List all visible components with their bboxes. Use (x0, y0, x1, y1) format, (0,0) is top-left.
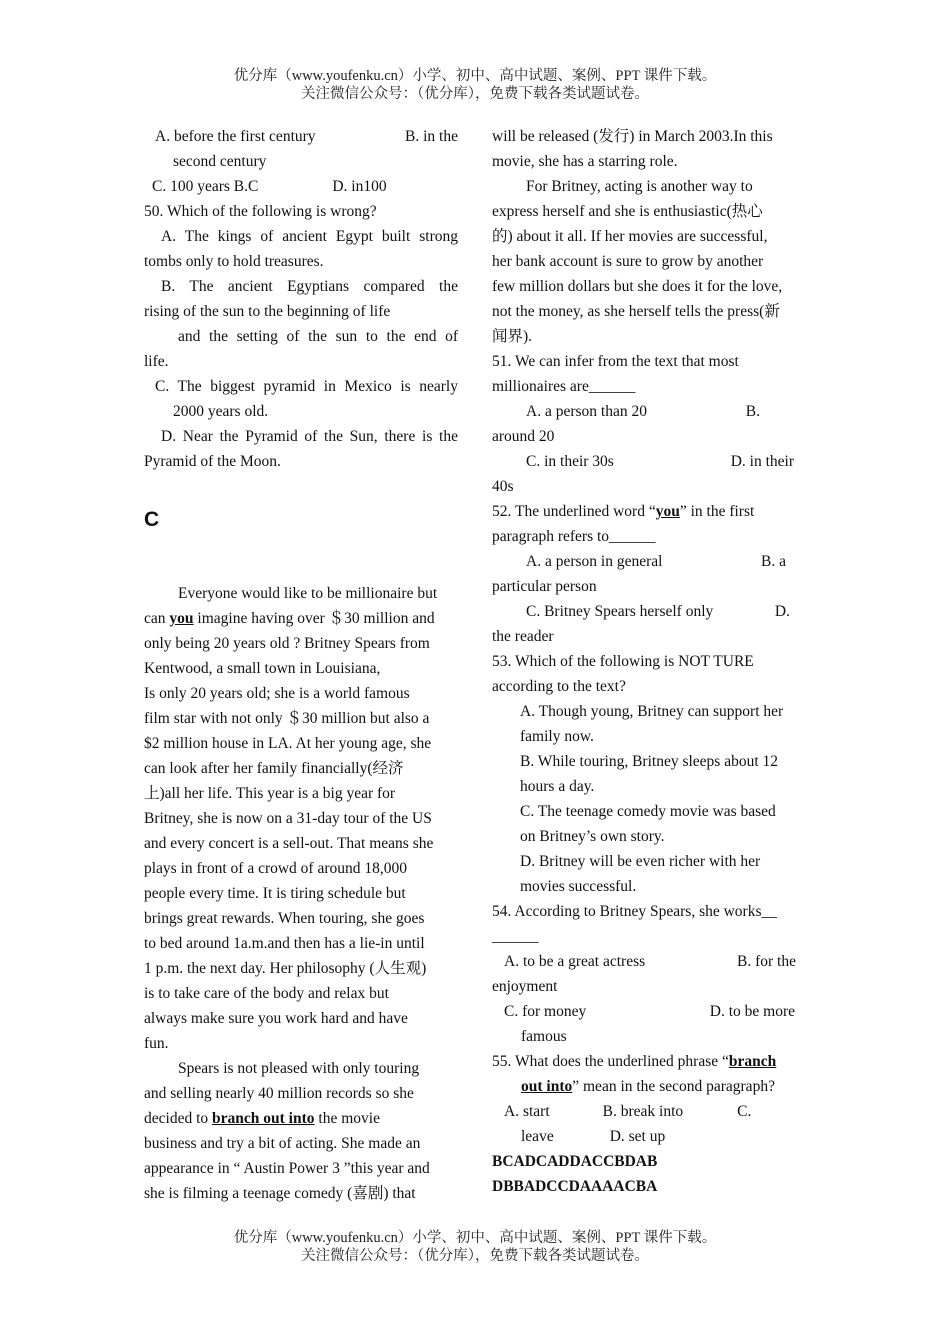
passage-line: film star with not only ＄30 million but also a (144, 710, 430, 727)
q53-option-a-1: A. Though young, Britney can support her (520, 703, 784, 720)
q50-stem: 50. Which of the following is wrong? (144, 203, 377, 220)
q51-option-row-1 (492, 399, 808, 424)
q51-option-d-tail: 40s (492, 478, 514, 495)
passage-line: can look after her family financially(经济 (144, 760, 404, 777)
q49-option-b-tail: second century (173, 153, 267, 170)
passage-line: 闻界). (492, 328, 533, 345)
q55-stem-1: 55. What does the underlined phrase “branch (492, 1053, 777, 1070)
q49-option-row-2 (144, 174, 458, 199)
passage-line: 上)all her life. This year is a big year for (144, 785, 396, 802)
left-column (144, 124, 458, 1206)
q50-option-c-1: C. The biggest pyramid in Mexico is nearly (155, 378, 458, 395)
q51-stem-2: millionaires are______ (492, 378, 636, 395)
q49-option-c: C. 100 years B.C (152, 178, 259, 195)
underlined-word-you: you (169, 610, 194, 627)
underlined-phrase-out-into: out into (521, 1078, 573, 1095)
q53-option-c-1: C. The teenage comedy movie was based (520, 803, 776, 820)
passage-line: Spears is not pleased with only touring (178, 1060, 420, 1077)
underlined-word-you-ref: you (655, 503, 680, 520)
answer-key-line-1: BCADCADDACCBDAB (492, 1153, 658, 1170)
q53-stem-2: according to the text? (492, 678, 626, 695)
passage-line: fun. (144, 1035, 169, 1052)
passage-line: to bed around 1a.m.and then has a lie-in until (144, 935, 425, 952)
q54-option-a: A. to be a great actress (504, 953, 646, 970)
passage-line: and selling nearly 40 million records so she (144, 1085, 414, 1102)
passage-line: and every concert is a sell-out. That means she (144, 835, 434, 852)
q54-option-d-head: D. to be more (709, 1003, 795, 1020)
q51-option-c: C. in their 30s (526, 453, 614, 470)
q54-option-b-tail: enjoyment (492, 978, 558, 995)
section-heading-c: C (144, 508, 160, 531)
q55-option-d: D. set up (609, 1128, 666, 1145)
q54-option-b-head: B. for the (737, 953, 796, 970)
q50-option-b-2: rising of the sun to the beginning of life (144, 303, 391, 320)
q52-stem-1: 52. The underlined word “you” in the first (492, 503, 755, 520)
passage-line: people every time. It is tiring schedule but (144, 885, 406, 902)
q52-option-b-tail: particular person (492, 578, 597, 595)
q55-option-row-2 (492, 1124, 808, 1149)
q50-option-d-2: Pyramid of the Moon. (144, 453, 281, 470)
q51-option-a: A. a person than 20 (526, 403, 647, 420)
passage-line: business and try a bit of acting. She made an (144, 1135, 421, 1152)
passage-line: few million dollars but she does it for the love, (492, 278, 783, 295)
section-spacer (144, 532, 458, 581)
q49-option-d: D. in100 (332, 178, 387, 195)
passage-line: For Britney, acting is another way to (526, 178, 753, 195)
passage-line: Kentwood, a small town in Louisiana, (144, 660, 381, 677)
q54-stem-1: 54. According to Britney Spears, she works__ (492, 903, 777, 920)
q53-option-d-2: movies successful. (520, 878, 637, 895)
q54-option-d-tail: famous (521, 1028, 567, 1045)
q50-option-b-1: B. The ancient Egyptians compared the (161, 278, 458, 295)
q51-option-row-2 (492, 449, 808, 474)
q50-option-a-1: A. The kings of ancient Egypt built strong (161, 228, 458, 245)
passage-line: 的) about it all. If her movies are successful, (492, 228, 768, 245)
right-column (492, 124, 808, 1199)
q53-stem-1: 53. Which of the following is NOT TURE (492, 653, 754, 670)
q54-stem-2: ______ (492, 928, 539, 945)
banner-line-1: 优分库（www.youfenku.cn）小学、初中、高中试题、案例、PPT 课件下载。 (233, 1230, 717, 1246)
q49-option-b-head: B. in the (405, 128, 458, 145)
q54-option-row-2 (492, 999, 808, 1024)
underlined-phrase-branch-out-into: branch out into (212, 1110, 315, 1127)
q53-option-b-1: B. While touring, Britney sleeps about 12 (520, 753, 779, 770)
q50-option-b-3: and the setting of the sun to the end of (178, 328, 458, 345)
q49-option-row-1 (144, 124, 458, 149)
q52-option-d-tail: the reader (492, 628, 554, 645)
q52-option-a: A. a person in general (526, 553, 663, 570)
passage-line: her bank account is sure to grow by another (492, 253, 764, 270)
q51-option-d-head: D. in their (730, 453, 794, 470)
passage-line: is to take care of the body and relax but (144, 985, 389, 1002)
header-banner (0, 67, 950, 103)
q55-option-a: A. start (504, 1103, 550, 1120)
passage-line: only being 20 years old ? Britney Spears from (144, 635, 430, 652)
banner-line-2: 关注微信公众号：（优分库），免费下载各类试题试卷。 (301, 1248, 649, 1264)
q55-stem-2: out into” mean in the second paragraph? (521, 1078, 775, 1095)
q52-stem-2: paragraph refers to______ (492, 528, 656, 545)
banner-line-1: 优分库（www.youfenku.cn）小学、初中、高中试题、案例、PPT 课件下载。 (233, 68, 717, 84)
q51-option-b-tail: around 20 (492, 428, 555, 445)
q55-option-c-tail: leave (521, 1128, 554, 1145)
passage-line: $2 million house in LA. At her young age, she (144, 735, 432, 752)
q52-option-d-head: D. (774, 603, 790, 620)
q54-option-c: C. for money (504, 1003, 587, 1020)
q54-option-row-1 (492, 949, 808, 974)
q51-option-b-head: B. (745, 403, 760, 420)
q50-option-a-2: tombs only to hold treasures. (144, 253, 324, 270)
q52-option-b-head: B. a (761, 553, 786, 570)
passage-line: 1 p.m. the next day. Her philosophy (人生观) (144, 960, 427, 977)
q53-option-b-2: hours a day. (520, 778, 595, 795)
underlined-phrase-branch: branch (728, 1053, 777, 1070)
q52-option-c: C. Britney Spears herself only (526, 603, 714, 620)
q55-option-b: B. break into (602, 1103, 684, 1120)
q53-option-d-1: D. Britney will be even richer with her (520, 853, 761, 870)
passage-line: Everyone would like to be millionaire but (178, 585, 438, 602)
passage-line: Is only 20 years old; she is a world famous (144, 685, 410, 702)
footer-banner (0, 1229, 950, 1265)
q53-option-c-2: on Britney’s own story. (520, 828, 665, 845)
banner-line-2: 关注微信公众号：（优分库），免费下载各类试题试卷。 (301, 86, 649, 102)
q50-option-d-1: D. Near the Pyramid of the Sun, there is the (161, 428, 458, 445)
q52-option-row-1 (492, 549, 808, 574)
passage-line: express herself and she is enthusiastic(热心 (492, 203, 763, 220)
q55-option-c-head: C. (737, 1103, 752, 1120)
passage-line: can you imagine having over ＄30 million and (144, 610, 435, 627)
passage-line: will be released (发行) in March 2003.In this (492, 128, 773, 145)
q50-option-c-2: 2000 years old. (173, 403, 269, 420)
passage-line: decided to branch out into the movie (144, 1110, 380, 1127)
passage-line: she is filming a teenage comedy (喜剧) that (144, 1185, 416, 1202)
passage-line: appearance in “ Austin Power 3 ”this year and (144, 1160, 430, 1177)
passage-line: brings great rewards. When touring, she goes (144, 910, 425, 927)
q55-option-row-1 (492, 1099, 808, 1124)
q50-option-b-4: life. (144, 353, 169, 370)
q49-option-a: A. before the first century (155, 128, 316, 145)
q52-option-row-2 (492, 599, 808, 624)
passage-line: Britney, she is now on a 31-day tour of the US (144, 810, 432, 827)
q51-stem-1: 51. We can infer from the text that most (492, 353, 739, 370)
answer-key-line-2: DBBADCCDAAAACBA (492, 1178, 658, 1195)
q53-option-a-2: family now. (520, 728, 594, 745)
passage-line: not the money, as she herself tells the press(新 (492, 303, 780, 320)
passage-line: plays in front of a crowd of around 18,000 (144, 860, 408, 877)
passage-line: movie, she has a starring role. (492, 153, 678, 170)
passage-line: always make sure you work hard and have (144, 1010, 408, 1027)
